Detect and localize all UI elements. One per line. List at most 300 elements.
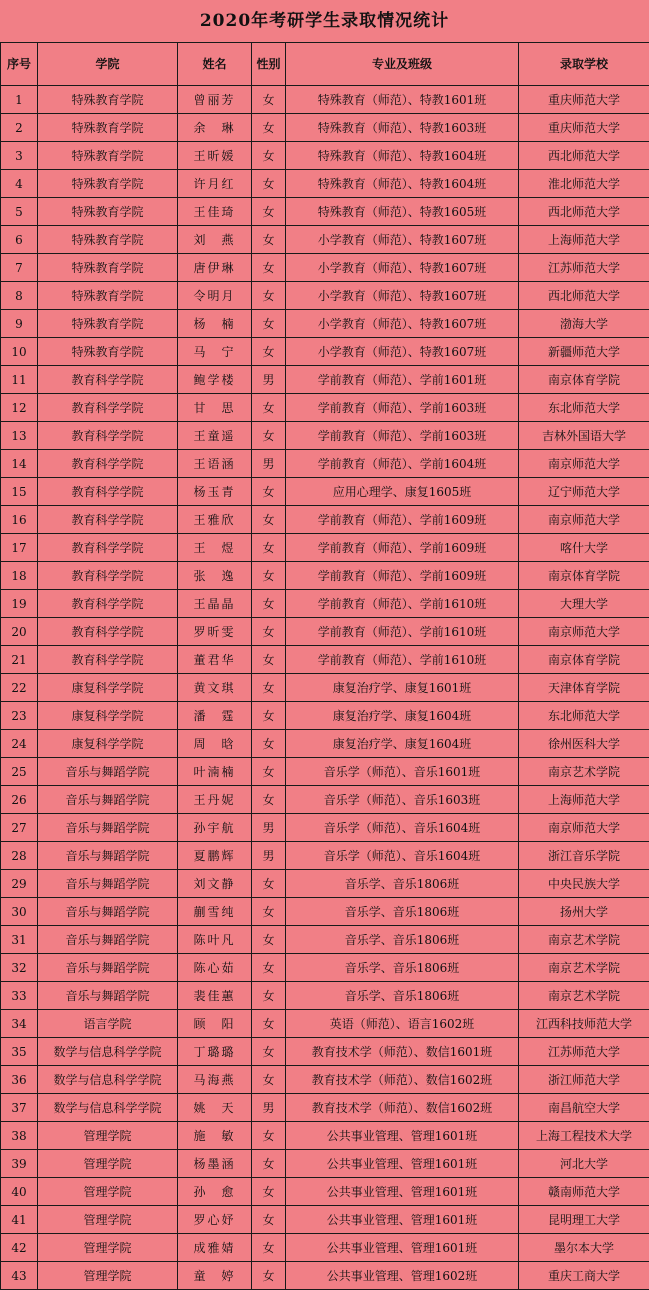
cell-college: 管理学院	[38, 1122, 178, 1150]
cell-college: 特殊教育学院	[38, 142, 178, 170]
cell-college: 特殊教育学院	[38, 310, 178, 338]
cell-gender: 女	[252, 86, 286, 114]
cell-college: 音乐与舞蹈学院	[38, 758, 178, 786]
cell-name: 夏鹏辉	[178, 842, 252, 870]
cell-seq: 37	[1, 1094, 38, 1122]
cell-gender: 女	[252, 870, 286, 898]
cell-school: 江西科技师范大学	[519, 1010, 649, 1038]
cell-school: 东北师范大学	[519, 702, 649, 730]
cell-school: 南京体育学院	[519, 366, 649, 394]
cell-seq: 10	[1, 338, 38, 366]
cell-gender: 女	[252, 982, 286, 1010]
table-row	[1, 562, 649, 590]
cell-school: 徐州医科大学	[519, 730, 649, 758]
cell-gender: 女	[252, 198, 286, 226]
cell-gender: 女	[252, 114, 286, 142]
cell-college: 康复科学学院	[38, 702, 178, 730]
cell-gender: 男	[252, 842, 286, 870]
cell-name: 姚 天	[178, 1094, 252, 1122]
table-row	[1, 366, 649, 394]
table-header-row	[1, 43, 649, 86]
cell-seq: 21	[1, 646, 38, 674]
cell-college: 教育科学学院	[38, 646, 178, 674]
cell-gender: 女	[252, 226, 286, 254]
cell-major: 特殊教育（师范）、特教1604班	[286, 170, 519, 198]
cell-major: 学前教育（师范）、学前1610班	[286, 646, 519, 674]
cell-school: 重庆师范大学	[519, 114, 649, 142]
table-row	[1, 254, 649, 282]
cell-seq: 17	[1, 534, 38, 562]
cell-school: 浙江音乐学院	[519, 842, 649, 870]
cell-seq: 20	[1, 618, 38, 646]
cell-major: 学前教育（师范）、学前1601班	[286, 366, 519, 394]
cell-seq: 24	[1, 730, 38, 758]
cell-name: 蒯雪纯	[178, 898, 252, 926]
cell-school: 墨尔本大学	[519, 1234, 649, 1262]
cell-seq: 36	[1, 1066, 38, 1094]
cell-major: 公共事业管理、管理1601班	[286, 1206, 519, 1234]
cell-school: 喀什大学	[519, 534, 649, 562]
cell-name: 杨玉青	[178, 478, 252, 506]
cell-school: 扬州大学	[519, 898, 649, 926]
cell-name: 王童遥	[178, 422, 252, 450]
cell-school: 上海师范大学	[519, 786, 649, 814]
cell-name: 成雅婧	[178, 1234, 252, 1262]
table-row	[1, 730, 649, 758]
cell-school: 南京艺术学院	[519, 758, 649, 786]
table-body	[1, 86, 649, 1290]
cell-name: 罗昕雯	[178, 618, 252, 646]
cell-major: 教育技术学（师范）、数信1602班	[286, 1094, 519, 1122]
table-row	[1, 674, 649, 702]
cell-college: 管理学院	[38, 1178, 178, 1206]
cell-seq: 41	[1, 1206, 38, 1234]
cell-gender: 女	[252, 898, 286, 926]
cell-college: 管理学院	[38, 1206, 178, 1234]
cell-name: 王丹妮	[178, 786, 252, 814]
cell-major: 教育技术学（师范）、数信1602班	[286, 1066, 519, 1094]
cell-college: 音乐与舞蹈学院	[38, 786, 178, 814]
cell-seq: 42	[1, 1234, 38, 1262]
cell-seq: 6	[1, 226, 38, 254]
cell-name: 余 琳	[178, 114, 252, 142]
cell-college: 音乐与舞蹈学院	[38, 926, 178, 954]
cell-college: 音乐与舞蹈学院	[38, 842, 178, 870]
cell-major: 康复治疗学、康复1601班	[286, 674, 519, 702]
cell-gender: 女	[252, 702, 286, 730]
cell-major: 应用心理学、康复1605班	[286, 478, 519, 506]
cell-college: 特殊教育学院	[38, 226, 178, 254]
table-row	[1, 1206, 649, 1234]
cell-school: 南昌航空大学	[519, 1094, 649, 1122]
cell-seq: 32	[1, 954, 38, 982]
cell-name: 王昕媛	[178, 142, 252, 170]
cell-gender: 男	[252, 814, 286, 842]
page-title: 2020年考研学生录取情况统计	[0, 0, 649, 42]
table-row	[1, 198, 649, 226]
cell-seq: 23	[1, 702, 38, 730]
cell-major: 小学教育（师范）、特教1607班	[286, 254, 519, 282]
cell-school: 南京艺术学院	[519, 982, 649, 1010]
cell-school: 南京师范大学	[519, 450, 649, 478]
cell-major: 康复治疗学、康复1604班	[286, 730, 519, 758]
cell-gender: 女	[252, 1038, 286, 1066]
cell-name: 刘文静	[178, 870, 252, 898]
cell-college: 康复科学学院	[38, 674, 178, 702]
cell-major: 公共事业管理、管理1601班	[286, 1234, 519, 1262]
cell-gender: 女	[252, 394, 286, 422]
cell-name: 陈心茹	[178, 954, 252, 982]
cell-major: 特殊教育（师范）、特教1601班	[286, 86, 519, 114]
cell-school: 西北师范大学	[519, 142, 649, 170]
cell-gender: 女	[252, 142, 286, 170]
cell-school: 南京师范大学	[519, 618, 649, 646]
cell-gender: 女	[252, 338, 286, 366]
cell-gender: 女	[252, 1262, 286, 1290]
header-major: 专业及班级	[286, 43, 519, 86]
cell-gender: 女	[252, 1178, 286, 1206]
cell-gender: 女	[252, 282, 286, 310]
cell-seq: 29	[1, 870, 38, 898]
cell-gender: 女	[252, 954, 286, 982]
header-seq: 序号	[1, 43, 38, 86]
cell-college: 康复科学学院	[38, 730, 178, 758]
cell-college: 教育科学学院	[38, 422, 178, 450]
cell-seq: 39	[1, 1150, 38, 1178]
cell-major: 音乐学（师范）、音乐1603班	[286, 786, 519, 814]
cell-seq: 33	[1, 982, 38, 1010]
cell-college: 语言学院	[38, 1010, 178, 1038]
cell-college: 教育科学学院	[38, 618, 178, 646]
cell-seq: 43	[1, 1262, 38, 1290]
table-row	[1, 478, 649, 506]
cell-major: 特殊教育（师范）、特教1603班	[286, 114, 519, 142]
cell-school: 吉林外国语大学	[519, 422, 649, 450]
cell-seq: 22	[1, 674, 38, 702]
admission-table	[0, 42, 649, 1290]
cell-name: 黄文琪	[178, 674, 252, 702]
cell-name: 马海燕	[178, 1066, 252, 1094]
cell-college: 管理学院	[38, 1150, 178, 1178]
cell-name: 丁璐璐	[178, 1038, 252, 1066]
header-name: 姓名	[178, 43, 252, 86]
header-school: 录取学校	[519, 43, 649, 86]
cell-college: 教育科学学院	[38, 394, 178, 422]
cell-school: 南京体育学院	[519, 562, 649, 590]
table-row	[1, 506, 649, 534]
cell-name: 潘 霆	[178, 702, 252, 730]
cell-school: 南京艺术学院	[519, 926, 649, 954]
cell-seq: 28	[1, 842, 38, 870]
table-row	[1, 758, 649, 786]
cell-school: 淮北师范大学	[519, 170, 649, 198]
cell-gender: 女	[252, 1066, 286, 1094]
cell-major: 公共事业管理、管理1601班	[286, 1122, 519, 1150]
cell-gender: 女	[252, 786, 286, 814]
cell-major: 公共事业管理、管理1602班	[286, 1262, 519, 1290]
table-row	[1, 1038, 649, 1066]
cell-name: 叶湳楠	[178, 758, 252, 786]
cell-college: 管理学院	[38, 1262, 178, 1290]
cell-name: 顾 阳	[178, 1010, 252, 1038]
cell-gender: 女	[252, 310, 286, 338]
cell-college: 管理学院	[38, 1234, 178, 1262]
cell-major: 音乐学（师范）、音乐1604班	[286, 842, 519, 870]
cell-school: 辽宁师范大学	[519, 478, 649, 506]
cell-gender: 女	[252, 618, 286, 646]
cell-major: 学前教育（师范）、学前1603班	[286, 422, 519, 450]
cell-major: 学前教育（师范）、学前1604班	[286, 450, 519, 478]
cell-major: 小学教育（师范）、特教1607班	[286, 310, 519, 338]
cell-school: 上海师范大学	[519, 226, 649, 254]
cell-major: 音乐学（师范）、音乐1604班	[286, 814, 519, 842]
cell-college: 音乐与舞蹈学院	[38, 870, 178, 898]
table-row	[1, 282, 649, 310]
cell-gender: 女	[252, 506, 286, 534]
cell-major: 康复治疗学、康复1604班	[286, 702, 519, 730]
cell-major: 学前教育（师范）、学前1610班	[286, 590, 519, 618]
cell-college: 音乐与舞蹈学院	[38, 814, 178, 842]
cell-seq: 5	[1, 198, 38, 226]
cell-school: 江苏师范大学	[519, 254, 649, 282]
cell-gender: 女	[252, 730, 286, 758]
cell-school: 渤海大学	[519, 310, 649, 338]
table-row	[1, 1262, 649, 1290]
cell-school: 浙江师范大学	[519, 1066, 649, 1094]
cell-gender: 女	[252, 534, 286, 562]
table-row	[1, 114, 649, 142]
cell-gender: 女	[252, 758, 286, 786]
cell-college: 特殊教育学院	[38, 114, 178, 142]
cell-name: 王雅欣	[178, 506, 252, 534]
cell-name: 王佳琦	[178, 198, 252, 226]
cell-school: 重庆师范大学	[519, 86, 649, 114]
table-row	[1, 1178, 649, 1206]
cell-gender: 女	[252, 422, 286, 450]
table-row	[1, 1066, 649, 1094]
table-row	[1, 1094, 649, 1122]
cell-school: 大理大学	[519, 590, 649, 618]
cell-school: 重庆工商大学	[519, 1262, 649, 1290]
table-row	[1, 338, 649, 366]
cell-school: 昆明理工大学	[519, 1206, 649, 1234]
cell-school: 新疆师范大学	[519, 338, 649, 366]
table-row	[1, 702, 649, 730]
table-row	[1, 394, 649, 422]
cell-major: 英语（师范）、语言1602班	[286, 1010, 519, 1038]
cell-college: 教育科学学院	[38, 562, 178, 590]
cell-major: 音乐学、音乐1806班	[286, 954, 519, 982]
cell-school: 中央民族大学	[519, 870, 649, 898]
cell-seq: 16	[1, 506, 38, 534]
cell-major: 音乐学、音乐1806班	[286, 926, 519, 954]
cell-name: 董君华	[178, 646, 252, 674]
cell-name: 王 煜	[178, 534, 252, 562]
cell-name: 陈叶凡	[178, 926, 252, 954]
cell-major: 音乐学、音乐1806班	[286, 982, 519, 1010]
cell-name: 王晶晶	[178, 590, 252, 618]
cell-major: 学前教育（师范）、学前1610班	[286, 618, 519, 646]
cell-major: 小学教育（师范）、特教1607班	[286, 282, 519, 310]
table-row	[1, 954, 649, 982]
cell-gender: 女	[252, 254, 286, 282]
cell-major: 音乐学、音乐1806班	[286, 870, 519, 898]
cell-name: 施 敏	[178, 1122, 252, 1150]
cell-seq: 2	[1, 114, 38, 142]
table-row	[1, 590, 649, 618]
cell-major: 小学教育（师范）、特教1607班	[286, 338, 519, 366]
cell-major: 公共事业管理、管理1601班	[286, 1150, 519, 1178]
cell-seq: 15	[1, 478, 38, 506]
cell-name: 鲍学楼	[178, 366, 252, 394]
cell-gender: 女	[252, 562, 286, 590]
cell-school: 赣南师范大学	[519, 1178, 649, 1206]
cell-gender: 女	[252, 1150, 286, 1178]
cell-college: 教育科学学院	[38, 366, 178, 394]
cell-seq: 19	[1, 590, 38, 618]
cell-college: 特殊教育学院	[38, 198, 178, 226]
cell-gender: 女	[252, 1122, 286, 1150]
cell-seq: 9	[1, 310, 38, 338]
cell-gender: 女	[252, 926, 286, 954]
cell-name: 唐伊琳	[178, 254, 252, 282]
cell-seq: 14	[1, 450, 38, 478]
table-row	[1, 534, 649, 562]
cell-major: 公共事业管理、管理1601班	[286, 1178, 519, 1206]
table-row	[1, 870, 649, 898]
cell-seq: 34	[1, 1010, 38, 1038]
cell-school: 天津体育学院	[519, 674, 649, 702]
cell-name: 马 宁	[178, 338, 252, 366]
cell-name: 令明月	[178, 282, 252, 310]
cell-gender: 女	[252, 170, 286, 198]
cell-name: 刘 燕	[178, 226, 252, 254]
cell-seq: 1	[1, 86, 38, 114]
cell-name: 甘 思	[178, 394, 252, 422]
cell-gender: 女	[252, 478, 286, 506]
cell-seq: 18	[1, 562, 38, 590]
cell-school: 河北大学	[519, 1150, 649, 1178]
cell-college: 特殊教育学院	[38, 338, 178, 366]
cell-seq: 7	[1, 254, 38, 282]
cell-name: 张 逸	[178, 562, 252, 590]
cell-school: 南京师范大学	[519, 814, 649, 842]
cell-college: 特殊教育学院	[38, 282, 178, 310]
cell-major: 学前教育（师范）、学前1609班	[286, 506, 519, 534]
table-row	[1, 450, 649, 478]
table-row	[1, 1234, 649, 1262]
table-row	[1, 926, 649, 954]
table-row	[1, 982, 649, 1010]
cell-name: 裴佳蕙	[178, 982, 252, 1010]
table-row	[1, 422, 649, 450]
cell-gender: 女	[252, 590, 286, 618]
cell-college: 特殊教育学院	[38, 170, 178, 198]
table-row	[1, 842, 649, 870]
cell-gender: 女	[252, 1010, 286, 1038]
cell-name: 杨 楠	[178, 310, 252, 338]
cell-gender: 女	[252, 1206, 286, 1234]
cell-name: 曾丽芳	[178, 86, 252, 114]
cell-seq: 26	[1, 786, 38, 814]
table-row	[1, 646, 649, 674]
cell-seq: 12	[1, 394, 38, 422]
cell-school: 西北师范大学	[519, 198, 649, 226]
cell-college: 数学与信息科学学院	[38, 1094, 178, 1122]
cell-major: 音乐学、音乐1806班	[286, 898, 519, 926]
cell-school: 南京体育学院	[519, 646, 649, 674]
table-row	[1, 898, 649, 926]
table-row	[1, 86, 649, 114]
cell-major: 学前教育（师范）、学前1609班	[286, 534, 519, 562]
cell-college: 音乐与舞蹈学院	[38, 898, 178, 926]
cell-major: 音乐学（师范）、音乐1601班	[286, 758, 519, 786]
cell-major: 学前教育（师范）、学前1603班	[286, 394, 519, 422]
cell-college: 教育科学学院	[38, 590, 178, 618]
cell-name: 罗心妤	[178, 1206, 252, 1234]
table-row	[1, 142, 649, 170]
cell-name: 杨墨涵	[178, 1150, 252, 1178]
cell-seq: 25	[1, 758, 38, 786]
cell-major: 特殊教育（师范）、特教1605班	[286, 198, 519, 226]
cell-major: 教育技术学（师范）、数信1601班	[286, 1038, 519, 1066]
cell-college: 音乐与舞蹈学院	[38, 954, 178, 982]
header-gender: 性别	[252, 43, 286, 86]
cell-name: 王语涵	[178, 450, 252, 478]
table-row	[1, 786, 649, 814]
cell-gender: 男	[252, 366, 286, 394]
cell-major: 小学教育（师范）、特教1607班	[286, 226, 519, 254]
cell-school: 上海工程技术大学	[519, 1122, 649, 1150]
cell-college: 音乐与舞蹈学院	[38, 982, 178, 1010]
cell-seq: 40	[1, 1178, 38, 1206]
cell-school: 南京艺术学院	[519, 954, 649, 982]
cell-name: 孙宇航	[178, 814, 252, 842]
cell-school: 江苏师范大学	[519, 1038, 649, 1066]
cell-seq: 27	[1, 814, 38, 842]
cell-seq: 30	[1, 898, 38, 926]
cell-college: 教育科学学院	[38, 534, 178, 562]
cell-school: 东北师范大学	[519, 394, 649, 422]
cell-seq: 13	[1, 422, 38, 450]
cell-gender: 女	[252, 1234, 286, 1262]
cell-college: 数学与信息科学学院	[38, 1038, 178, 1066]
cell-college: 特殊教育学院	[38, 86, 178, 114]
table-row	[1, 1010, 649, 1038]
cell-gender: 女	[252, 646, 286, 674]
table-row	[1, 226, 649, 254]
table-row	[1, 618, 649, 646]
header-college: 学院	[38, 43, 178, 86]
table-row	[1, 310, 649, 338]
table-row	[1, 170, 649, 198]
cell-name: 许月红	[178, 170, 252, 198]
cell-seq: 31	[1, 926, 38, 954]
cell-college: 数学与信息科学学院	[38, 1066, 178, 1094]
cell-seq: 8	[1, 282, 38, 310]
cell-name: 孙 愈	[178, 1178, 252, 1206]
cell-seq: 38	[1, 1122, 38, 1150]
cell-name: 周 晗	[178, 730, 252, 758]
table-row	[1, 1150, 649, 1178]
cell-school: 南京师范大学	[519, 506, 649, 534]
cell-name: 童 婷	[178, 1262, 252, 1290]
cell-gender: 男	[252, 450, 286, 478]
cell-major: 学前教育（师范）、学前1609班	[286, 562, 519, 590]
cell-major: 特殊教育（师范）、特教1604班	[286, 142, 519, 170]
table-row	[1, 1122, 649, 1150]
cell-college: 教育科学学院	[38, 450, 178, 478]
